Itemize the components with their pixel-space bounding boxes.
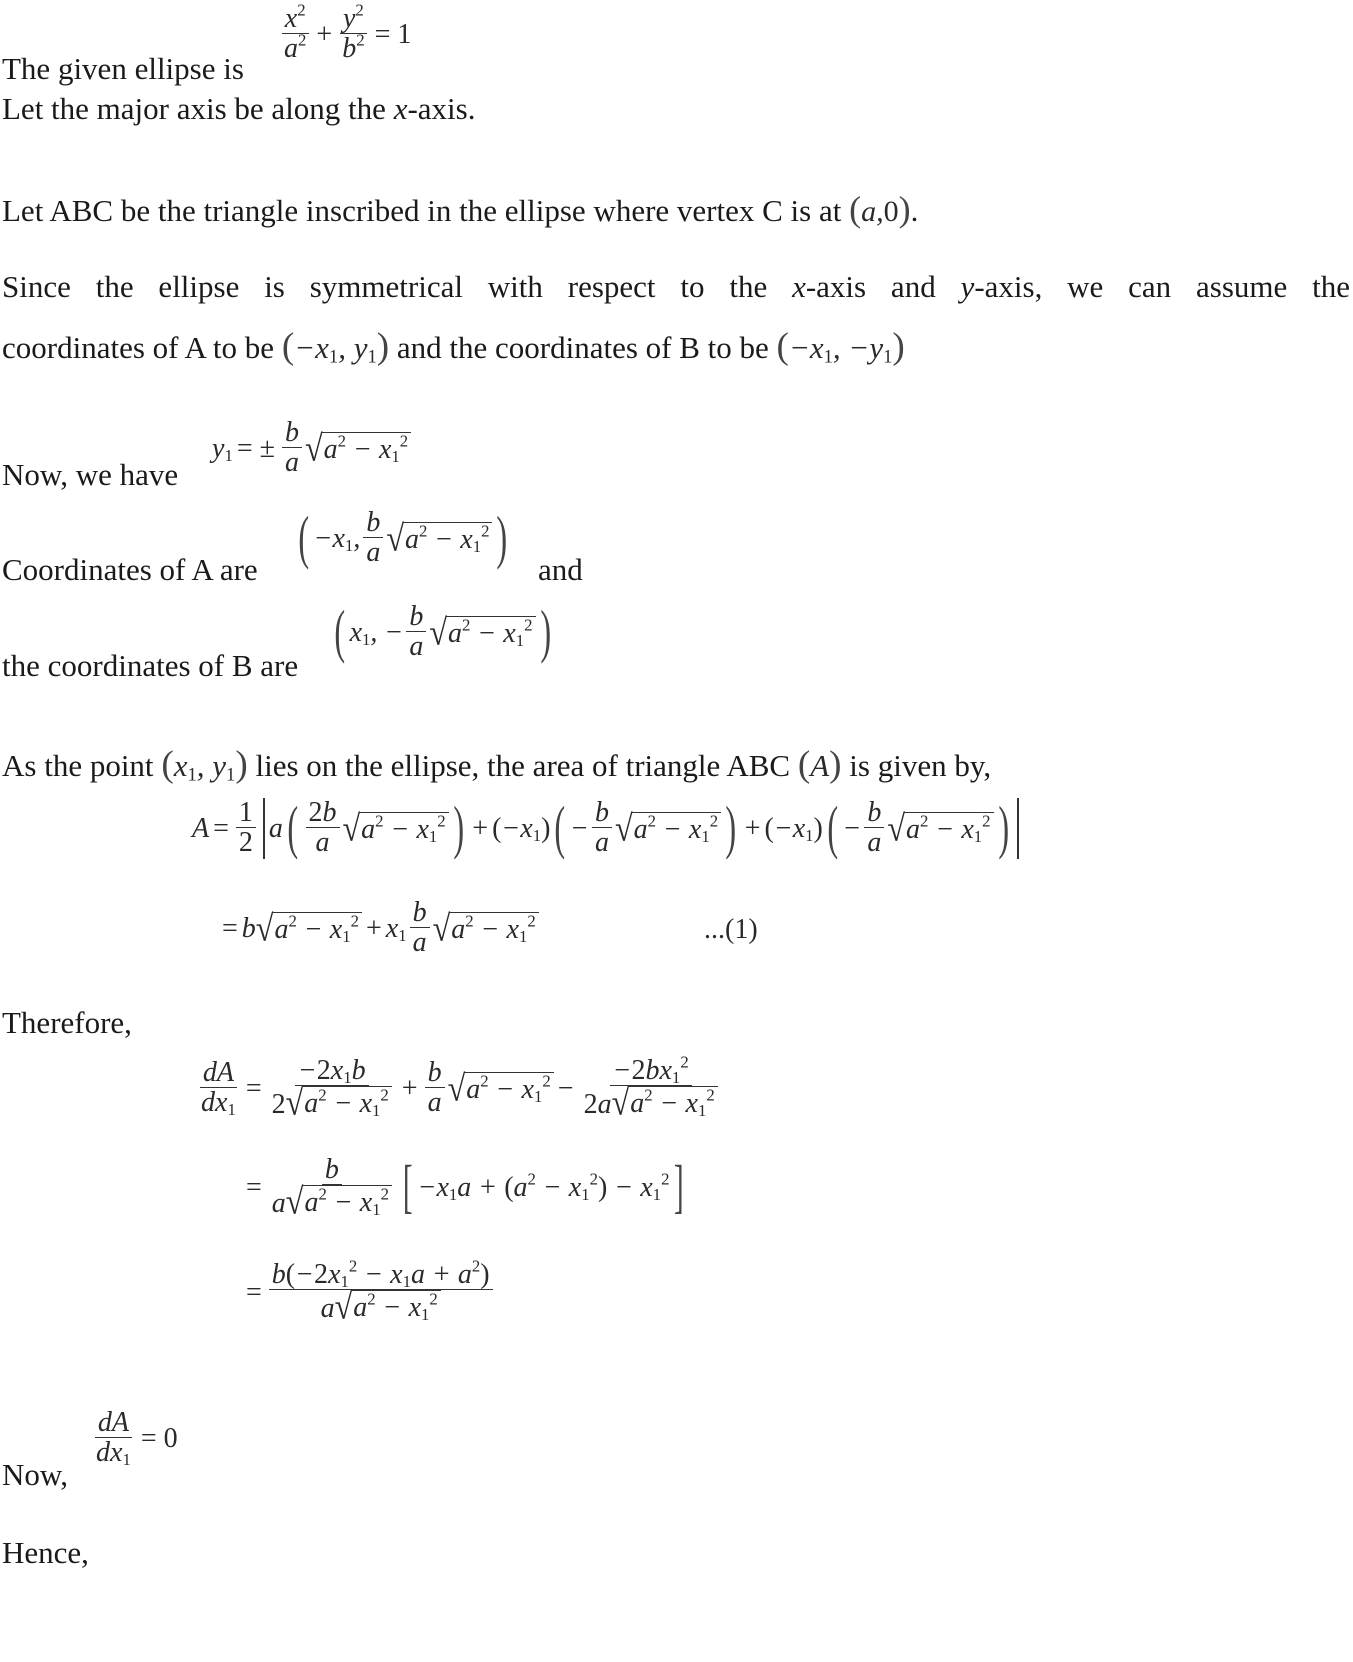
area-symbol: (A): [797, 744, 842, 785]
derivative-equation-3: = $b(-2x_1^2 - x_1a + a^2)$ a √ $a^2 - x_1^2$: [242, 1260, 496, 1325]
point-x1-y1: ($x_1$, $y_1$): [161, 744, 248, 786]
triangle-line: [2, 189, 919, 229]
major-axis-tail: -axis.: [407, 91, 476, 126]
therefore-text: Therefore,: [2, 1005, 132, 1040]
coordinates-b-line: [2, 649, 298, 683]
now-we-have-text: Now, we have: [2, 457, 179, 492]
ellipse-equation: $\frac{x^2}{a^2}$ + $\frac{y^2}{b^2}$ = 1: [278, 4, 415, 65]
area-text: lies on the ellipse, the area of triangle ABC: [255, 748, 791, 783]
therefore-line: [2, 1006, 132, 1040]
intro-text: The given ellipse is: [2, 51, 244, 86]
triangle-text: Let ABC be the triangle inscribed in the ellipse where vertex C is at: [2, 193, 842, 228]
y1-equation: $y_1$ = ± $\frac{b}{a}$ √ $a^2 - x_1^2$: [212, 418, 411, 479]
hence-text: Hence,: [2, 1535, 89, 1570]
coordinates-a-line: [2, 553, 258, 587]
coord-a-label: coordinates of A to be: [2, 330, 275, 365]
point-a: ($-x_1$, $y_1$): [281, 326, 390, 368]
area-intro-line: [2, 744, 992, 786]
period: .: [910, 193, 919, 228]
equation-label: [704, 914, 758, 946]
x-variable: x: [393, 91, 408, 126]
vertex-c-point: (a,0): [849, 189, 911, 229]
equation-number: ...(1): [704, 914, 758, 945]
derivative-equation-1: $\frac{dA}{dx_1}$ = $-2x_1b$ 2 √ $a^2 - x_1^2$ + $\frac{b}{a}$ √ $a^2 - x_1^2$ − $-2bx_1^2$ 2a √ $a^2 - x_1^2$: [195, 1056, 724, 1121]
now-line: [2, 1458, 68, 1492]
area-simplified-equation: = b √ $a^2 - x_1^2$ + $x_1$ $\frac{b}{a}$ √ $a^2 - x_1^2$: [218, 898, 539, 959]
coord-b-label: and the coordinates of B to be: [396, 330, 769, 365]
area-equation: A = $\frac{1}{2}$ a ( $\frac{2b}{a}$ √ $a^2 - x_1^2$ ) + $(-x_1)$ ( − $\frac{b}{a}$ √ $a^2 - x_1^2$ ) + $(-x_1)$ ( − $\frac{b}{a}$ √ $a^2 - x_1^2$ ): [192, 798, 1023, 859]
coordinates-a-text: Coordinates of A are: [2, 552, 258, 587]
coordinates-b-text: the coordinates of B are: [2, 648, 299, 683]
major-axis-line: [2, 92, 475, 126]
point-b: ($-x_1$, $-y_1$): [776, 326, 905, 368]
now-text: Now,: [2, 1457, 69, 1492]
major-axis-text: Let the major axis be along the: [2, 91, 394, 126]
and-text: and: [538, 552, 583, 587]
hence-line: [2, 1536, 89, 1570]
critical-point-equation: $\frac{dA}{dx_1}$ = 0: [96, 1407, 178, 1470]
now-we-have-line: [2, 458, 178, 492]
coordinates-a-expression: ( $-x_1$, $\frac{b}{a}$ √ $a^2 - x_1^2$ ): [298, 505, 508, 571]
as-the-point-text: As the point: [2, 748, 154, 783]
coordinates-assume-line: [2, 326, 905, 368]
and-word: [538, 553, 583, 587]
symmetry-line: [2, 270, 1350, 304]
given-by-text: is given by,: [849, 748, 992, 783]
symmetry-text: Since the ellipse is symmetrical with respect to the x-axis and y-axis, we can assume the: [2, 269, 1350, 304]
intro-line: [2, 52, 244, 86]
derivative-equation-2: = b a √ $a^2 - x_1^2$ [ $-x_1a + (a^2 - x_1^2) - x_1^2$ ]: [246, 1154, 685, 1222]
coordinates-b-expression: ( $x_1$, − $\frac{b}{a}$ √ $a^2 - x_1^2$ ): [334, 599, 551, 665]
